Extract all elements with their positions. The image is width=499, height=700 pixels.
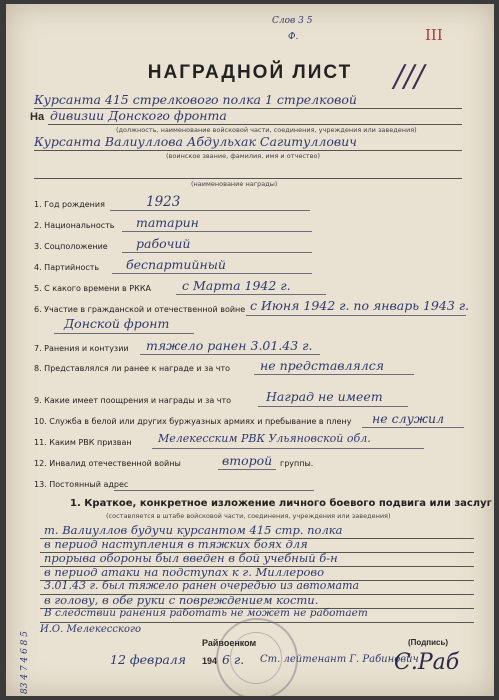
feat-line-3: прорыва обороны был введен в бой учебный б-н [44,551,338,565]
field-12-label: 12. Инвалид отечественной войны [34,459,181,468]
archive-reference: Слов 3 5 [272,16,313,26]
field-10-value: не служил [372,411,445,426]
name-line: Курсанта Валиуллова Абдульхак Сагитуллович [34,134,357,149]
field-11-label: 11. Каким РВК призван [34,438,132,447]
field-7-label: 7. Ранения и контузии [34,344,129,353]
section-caption: (составляется в штабе войсковой части, соединения, учреждения или заведения) [106,512,391,520]
feat-line-2: в период наступления в тяжких боях для [44,537,308,551]
field-2-label: 2. Национальность [34,221,115,230]
feat-line-6: в голову, в обе руки с повреждением кости. [44,593,319,607]
field-5-label: 5. С какого времени в РККА [34,284,151,293]
document-title: НАГРАДНОЙ ЛИСТ [147,62,353,83]
feat-line-4: в период атаки на подступах к г. Миллерово [44,565,325,579]
signature-caption: (Подпись) [408,638,449,647]
field-9-label: 9. Какие имеет поощрения и награды и за что [34,396,232,405]
archive-mark-red: III [425,26,443,44]
feat-line-7: В следствии ранения работать не может не работает [44,607,368,619]
field-6-value: с Июня 1942 г. по январь 1943 г. [250,298,470,313]
position-line-1: Курсанта 415 стрелкового полка 1 стрелковой [34,92,357,107]
award-sheet [6,4,494,696]
field-4-label: 4. Партийность [34,263,100,272]
official-stamp [216,618,298,696]
margin-number: 83 4 7 4 6 8 5 [20,631,30,694]
na-label: На [30,111,45,123]
year-value: 6 г. [222,652,245,667]
signatory-name: Ст. лейтенант Г. Рабинович [260,654,419,665]
feat-line-5: 3.01.43 г. был тяжело ранен очередью из автомата [44,579,360,592]
field-1-value: 1923 [146,194,181,210]
year-printed: 194 [202,656,218,666]
field-1-label: 1. Год рождения [34,200,105,209]
field-3-value: рабочий [136,236,191,251]
field-6-label: 6. Участие в гражданской и отечественной войне [34,305,246,314]
field-4-value: беспартийный [126,257,226,272]
printed-role: Райвоенком [202,638,257,648]
field-5-value: с Марта 1942 г. [182,278,291,293]
field-9-value: Наград не имеет [266,389,383,404]
handwritten-mark: /// [394,59,425,94]
feat-description [40,524,474,624]
signatory-office: И.О. Мелекесского [40,624,142,635]
date-value: 12 февраля [110,652,187,667]
position-line-2: дивизии Донского фронта [50,108,227,123]
field-10-label: 10. Служба в белой или других буржуазных армиях и пребывание в плену [34,417,352,426]
caption-award: (наименование награды) [191,180,278,188]
caption-name: (воинское звание, фамилия, имя и отчество) [166,152,321,160]
field-8-label: 8. Представлялся ли ранее к награде и за что [34,364,231,373]
field-8-value: не представлялся [260,358,385,373]
section-title: 1. Краткое, конкретное изложение личного боевого подвига или заслуг [70,498,492,509]
field-11-value: Мелекесским РВК Ульяновской обл. [158,432,371,445]
field-12-suffix: группы. [280,459,314,468]
field-13-label: 13. Постоянный адрес [34,480,129,489]
archive-reference-2: Ф. [288,32,299,42]
field-12-value: второй [222,453,273,468]
field-6-value-2: Донской фронт [64,316,170,331]
field-3-label: 3. Соцположение [34,242,108,251]
field-2-value: татарин [136,215,199,230]
field-7-value: тяжело ранен 3.01.43 г. [146,338,313,353]
signature: С.Раб [394,650,460,675]
caption-position: (должность, наименование войсковой части, соединения, учреждения или заведения) [116,126,417,134]
feat-line-1: т. Валиуллов будучи курсантом 415 стр. полка [44,523,343,537]
